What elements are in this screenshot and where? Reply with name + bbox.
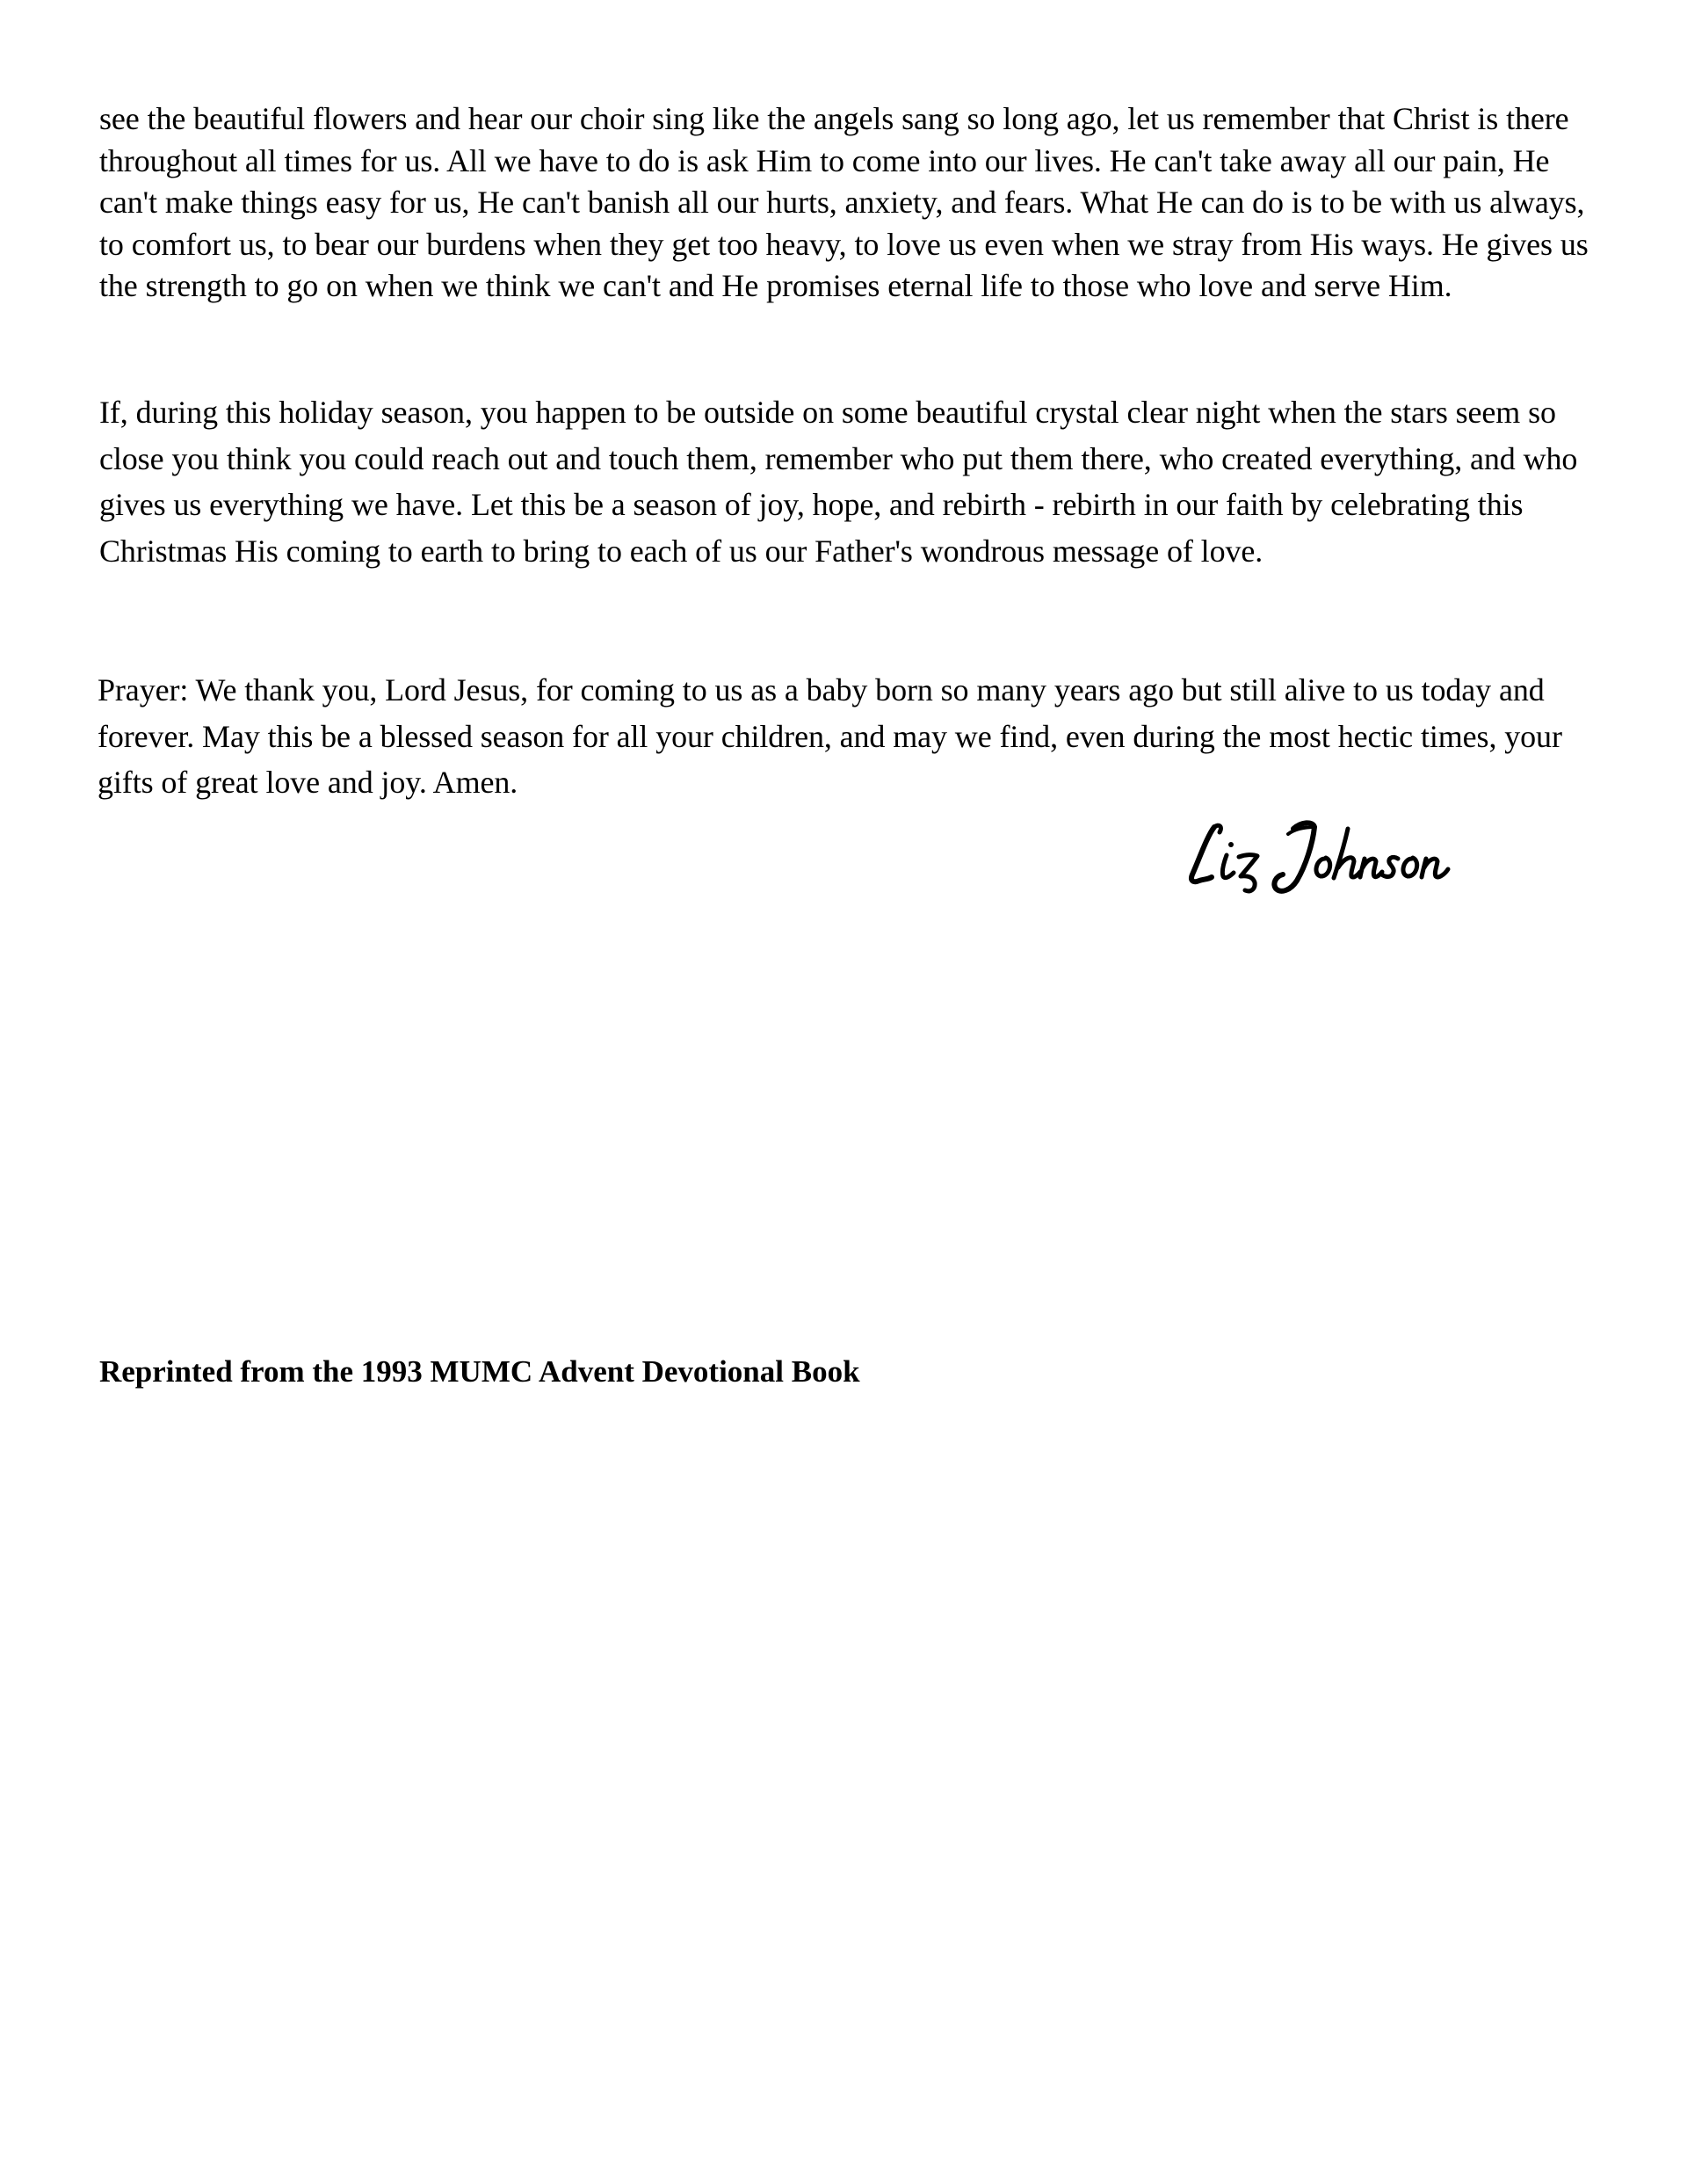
paragraph-holiday-season: If, during this holiday season, you happen to be outside on some beautiful crystal clear night when the stars seem so close you think you could reach out and touch them, remember who put them there, who created everything, and who gives us everything we have. Let this be a season of joy, hope, and rebirth - rebirth in our faith by celebrating this Christmas His coming to earth to bring to each of us our Father's wondrous message of love. <box>99 395 1578 569</box>
reprint-note: Reprinted from the 1993 MUMC Advent Devotional Book <box>99 1354 860 1389</box>
paragraph-prayer: Prayer: We thank you, Lord Jesus, for coming to us as a baby born so many years ago but still alive to us today and forever. May this be a blessed season for all your children, and may we find, even during the most hectic times, your gifts of great love and joy. Amen. <box>98 672 1562 800</box>
paragraph-comfort: see the beautiful flowers and hear our choir sing like the angels sang so long ago, let us remember that Christ is there throughout all times for us. All we have to do is ask Him to come into our lives. He can't take away all our pain, He can't make things easy for us, He can't banish all our hurts, anxiety, and fears. What He can do is to be with us always, to comfort us, to bear our burdens when they get too heavy, to love us even when we stray from His ways. He gives us the strength to go on when we think we can't and He promises eternal life to those who love and serve Him. <box>99 101 1589 303</box>
handwritten-signature <box>1184 813 1466 896</box>
